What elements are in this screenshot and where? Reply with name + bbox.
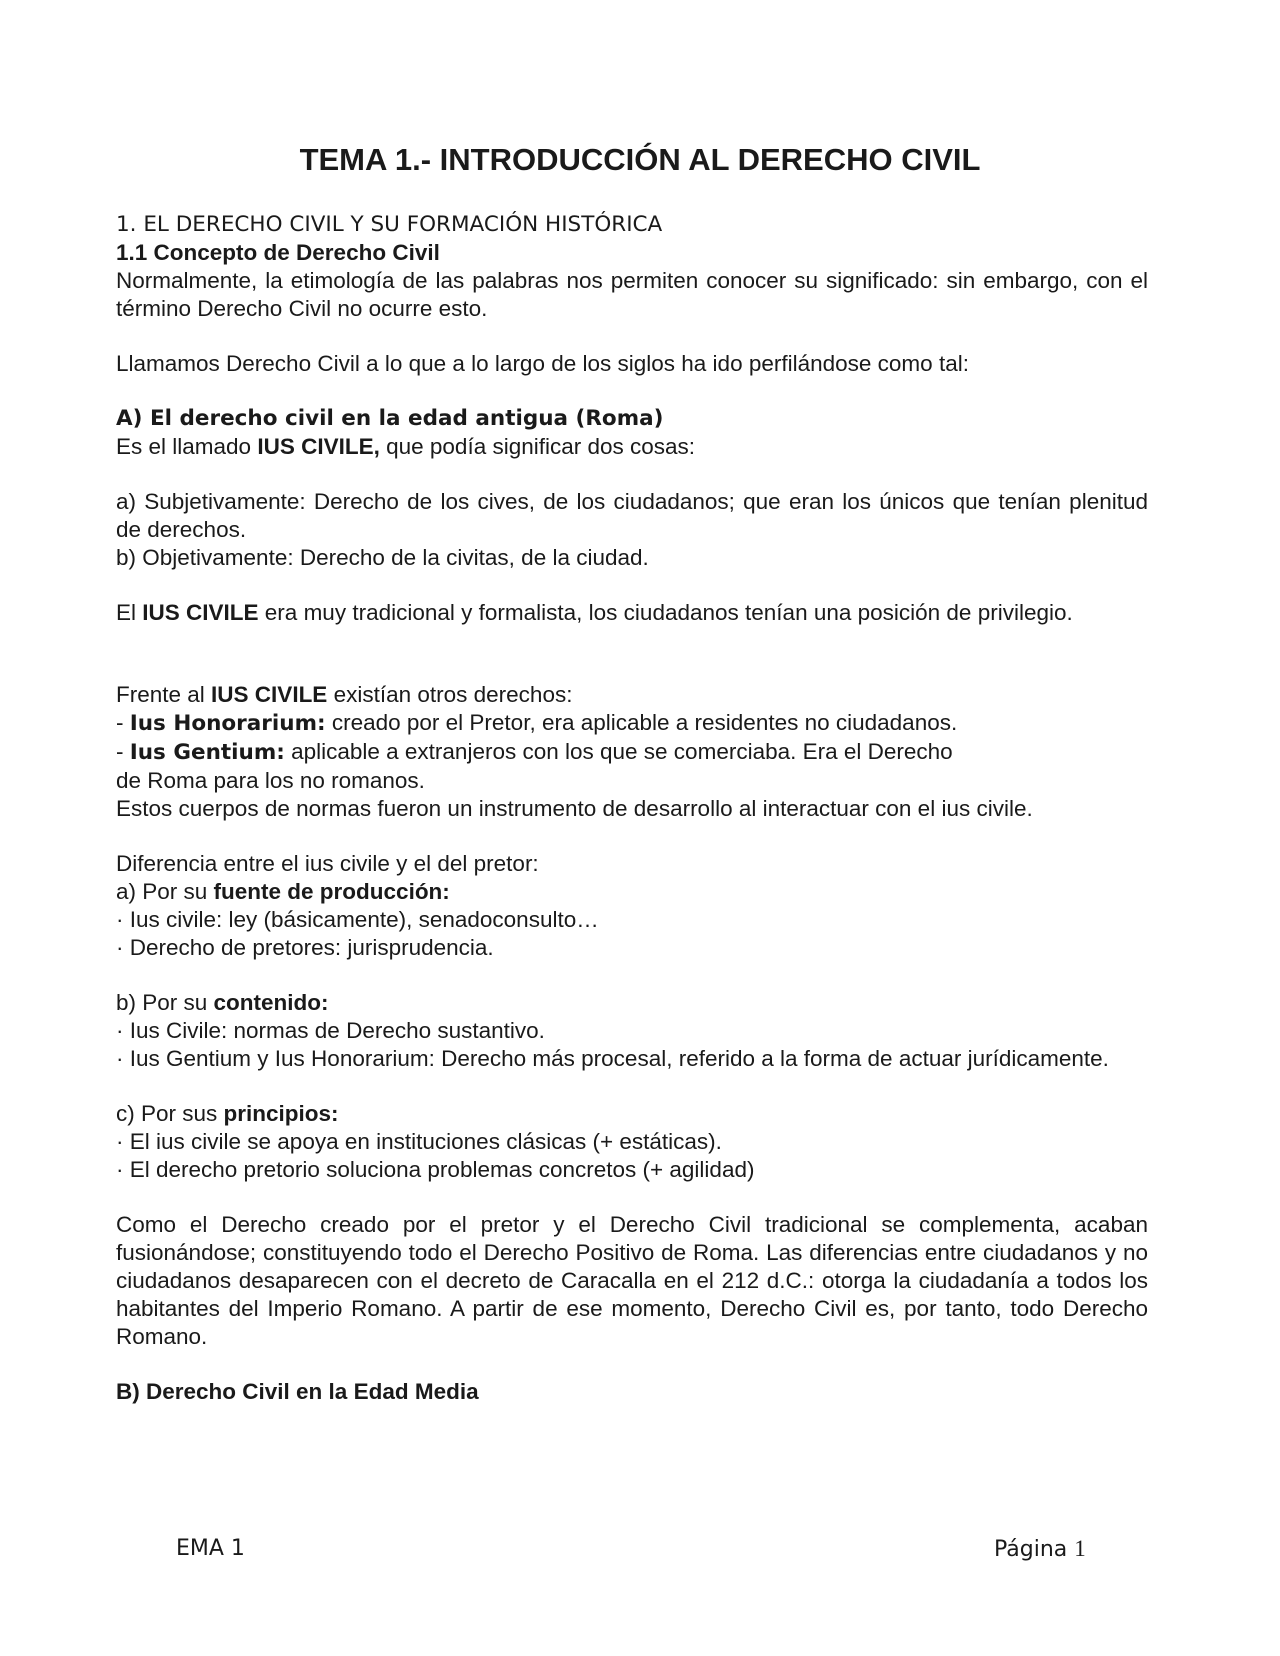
- list-item: de Roma para los no romanos.: [116, 768, 425, 793]
- subsection-heading: 1.1 Concepto de Derecho Civil: [116, 240, 440, 265]
- list-item: · El ius civile se apoya en instituciones clásicas (+ estáticas).: [116, 1129, 722, 1154]
- paragraph: Normalmente, la etimología de las palabras nos permiten conocer su significado: sin embargo, con el término Derecho Civil no ocurre esto.: [116, 268, 1148, 321]
- list-item: · Derecho de pretores: jurisprudencia.: [116, 935, 494, 960]
- paragraph: Como el Derecho creado por el pretor y el Derecho Civil tradicional se complementa, acaban fusionándose; constituyendo todo el Derecho Positivo de Roma. Las diferencias entre ciudadanos y no ciudadanos desaparecen con el decreto de Caracalla en el 212 d.C.: otorga la ciudadanía a todos los habitantes del Imperio Romano. A partir de ese momento, Derecho Civil es, por tanto, todo Derecho Romano.: [116, 1212, 1148, 1349]
- heading-a: A) El derecho civil en la edad antigua (Roma): [116, 406, 664, 431]
- paragraph: Diferencia entre el ius civile y el del pretor:: [116, 851, 539, 876]
- page-title: TEMA 1.- INTRODUCCIÓN AL DERECHO CIVIL: [299, 142, 981, 177]
- list-item: - Ius Honorarium: creado por el Pretor, era aplicable a residentes no ciudadanos.: [116, 710, 958, 736]
- list-item: b) Objetivamente: Derecho de la civitas, de la ciudad.: [116, 545, 649, 570]
- section-heading: 1. EL DERECHO CIVIL Y SU FORMACIÓN HISTÓRICA: [116, 212, 663, 237]
- paragraph: Es el llamado IUS CIVILE, que podía significar dos cosas:: [116, 434, 696, 459]
- document-body: [116, 211, 1148, 1406]
- heading-b: B) Derecho Civil en la Edad Media: [116, 1379, 479, 1404]
- paragraph: El IUS CIVILE era muy tradicional y formalista, los ciudadanos tenían una posición de privilegio.: [116, 600, 1073, 625]
- list-item: · Ius civile: ley (básicamente), senadoconsulto…: [116, 907, 599, 932]
- footer-left: EMA 1: [176, 1536, 245, 1561]
- list-item: a) Por su fuente de producción:: [116, 879, 450, 904]
- list-item: · Ius Civile: normas de Derecho sustantivo.: [116, 1018, 545, 1043]
- paragraph: Frente al IUS CIVILE existían otros derechos:: [116, 682, 573, 707]
- paragraph: Llamamos Derecho Civil a lo que a lo largo de los siglos ha ido perfilándose como tal:: [116, 351, 969, 376]
- list-item: c) Por sus principios:: [116, 1101, 339, 1126]
- list-item: · Ius Gentium y Ius Honorarium: Derecho más procesal, referido a la forma de actuar jurídicamente.: [116, 1046, 1109, 1071]
- list-item: · El derecho pretorio soluciona problemas concretos (+ agilidad): [116, 1157, 755, 1182]
- list-item: - Ius Gentium: aplicable a extranjeros con los que se comerciaba. Era el Derecho: [116, 739, 953, 765]
- list-item: b) Por su contenido:: [116, 990, 329, 1015]
- list-item: a) Subjetivamente: Derecho de los cives, de los ciudadanos; que eran los únicos que tenían plenitud de derechos.: [116, 489, 1148, 542]
- footer-page-number: Página 1: [994, 1536, 1086, 1562]
- paragraph: Estos cuerpos de normas fueron un instrumento de desarrollo al interactuar con el ius civile.: [116, 796, 1033, 821]
